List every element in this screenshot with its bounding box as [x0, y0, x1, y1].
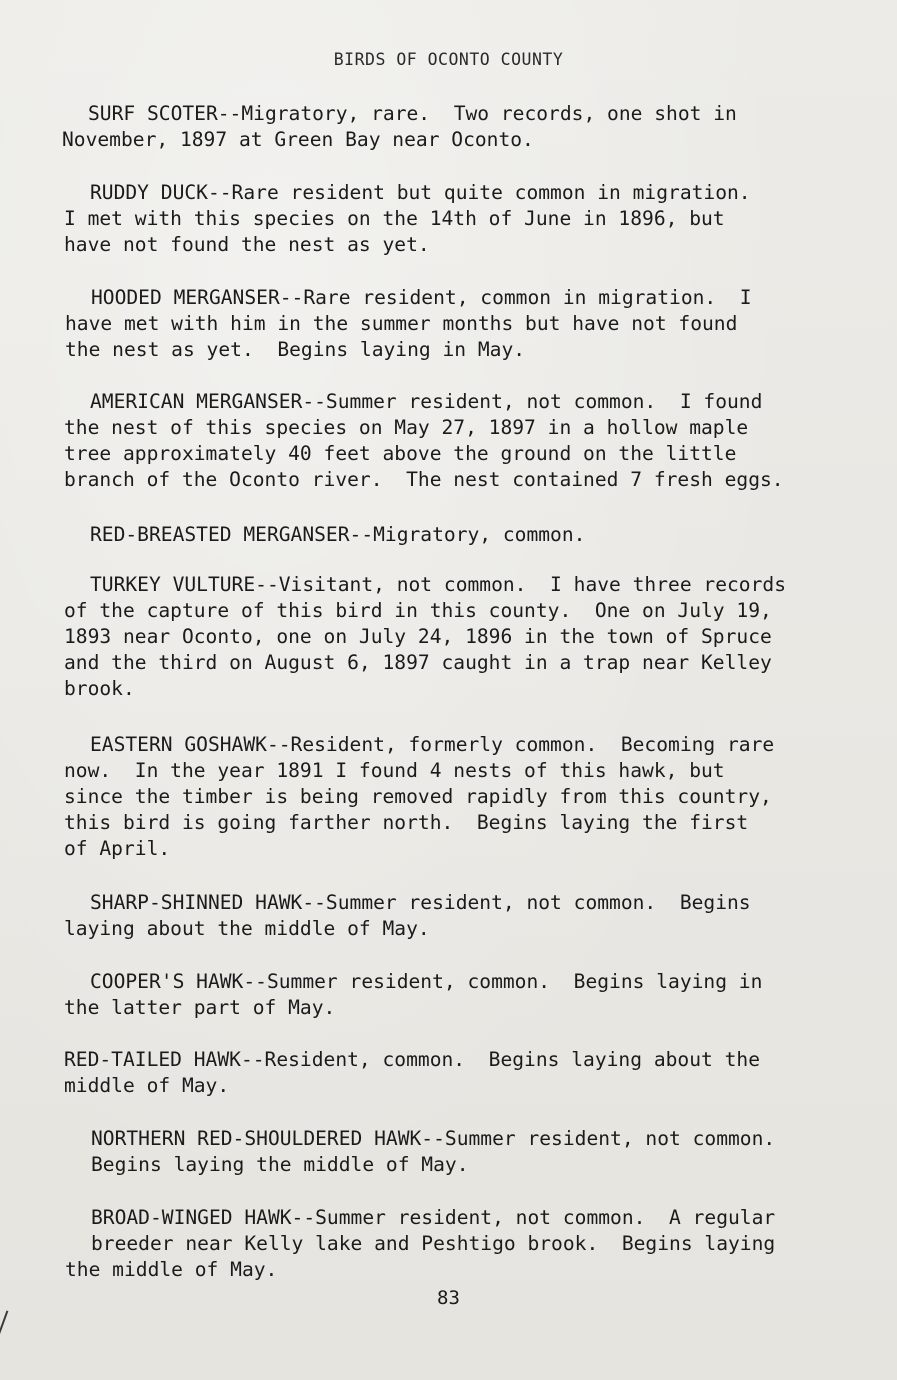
entry-line: have met with him in the summer months but have not found — [65, 312, 738, 335]
entry-surf-scoter — [62, 101, 737, 153]
entry-line: laying about the middle of May. — [64, 917, 430, 940]
entry-turkey-vulture — [64, 572, 786, 702]
entry-sharp-shinned-hawk — [64, 890, 751, 942]
entry-hooded-merganser — [65, 285, 752, 363]
entry-line: this bird is going farther north. Begins laying the first — [64, 811, 749, 834]
entry-line: since the timber is being removed rapidly from this country, — [64, 785, 772, 808]
entry-line: AMERICAN MERGANSER--Summer resident, not common. I found — [90, 390, 763, 413]
entry-line: TURKEY VULTURE--Visitant, not common. I have three records — [90, 573, 786, 596]
page-number: 83 — [437, 1287, 460, 1309]
entry-line: NORTHERN RED-SHOULDERED HAWK--Summer resident, not common. — [91, 1127, 776, 1150]
entry-line: the nest as yet. Begins laying in May. — [65, 338, 526, 361]
entry-line: BROAD-WINGED HAWK--Summer resident, not common. A regular — [91, 1206, 776, 1229]
entry-line: breeder near Kelly lake and Peshtigo brook. Begins laying — [91, 1232, 776, 1255]
entry-line: November, 1897 at Green Bay near Oconto. — [62, 128, 534, 151]
entry-broad-winged-hawk — [65, 1205, 776, 1283]
entry-coopers-hawk — [64, 969, 763, 1021]
entry-line: tree approximately 40 feet above the ground on the little — [64, 442, 737, 465]
entry-line: and the third on August 6, 1897 caught in a trap near Kelley — [64, 651, 772, 674]
entry-line: RUDDY DUCK--Rare resident but quite common in migration. — [90, 181, 751, 204]
entry-line: the nest of this species on May 27, 1897 in a hollow maple — [64, 416, 749, 439]
entry-red-tailed-hawk — [64, 1047, 760, 1099]
entry-ruddy-duck — [64, 180, 751, 258]
entry-line: SURF SCOTER--Migratory, rare. Two records, one shot in — [88, 102, 737, 125]
entry-line: RED-BREASTED MERGANSER--Migratory, common. — [90, 523, 586, 546]
entry-line: SHARP-SHINNED HAWK--Summer resident, not common. Begins — [90, 891, 751, 914]
entry-line: Begins laying the middle of May. — [91, 1153, 469, 1176]
entry-line: the middle of May. — [65, 1258, 278, 1281]
entry-line: have not found the nest as yet. — [64, 233, 430, 256]
entry-line: of April. — [64, 837, 171, 860]
entry-line: I met with this species on the 14th of June in 1896, but — [64, 207, 725, 230]
entry-line: EASTERN GOSHAWK--Resident, formerly common. Becoming rare — [90, 733, 775, 756]
entry-line: COOPER'S HAWK--Summer resident, common. Begins laying in — [90, 970, 763, 993]
entry-line: middle of May. — [64, 1074, 230, 1097]
entry-line: RED-TAILED HAWK--Resident, common. Begins laying about the — [64, 1048, 760, 1071]
entry-red-breasted-merganser — [90, 522, 585, 548]
entry-line: brook. — [64, 677, 135, 700]
entry-eastern-goshawk — [64, 732, 775, 862]
entry-american-merganser — [64, 389, 784, 493]
entry-line: HOODED MERGANSER--Rare resident, common in migration. I — [91, 286, 752, 309]
entry-northern-red-shouldered-hawk — [91, 1126, 775, 1178]
entry-line: now. In the year 1891 I found 4 nests of this hawk, but — [64, 759, 725, 782]
margin-mark — [0, 1310, 8, 1335]
entry-line: of the capture of this bird in this county. One on July 19, — [64, 599, 772, 622]
entry-line: 1893 near Oconto, one on July 24, 1896 in the town of Spruce — [64, 625, 772, 648]
entry-line: the latter part of May. — [64, 996, 336, 1019]
page-title: BIRDS OF OCONTO COUNTY — [333, 50, 564, 69]
entry-line: branch of the Oconto river. The nest contained 7 fresh eggs. — [64, 468, 784, 491]
